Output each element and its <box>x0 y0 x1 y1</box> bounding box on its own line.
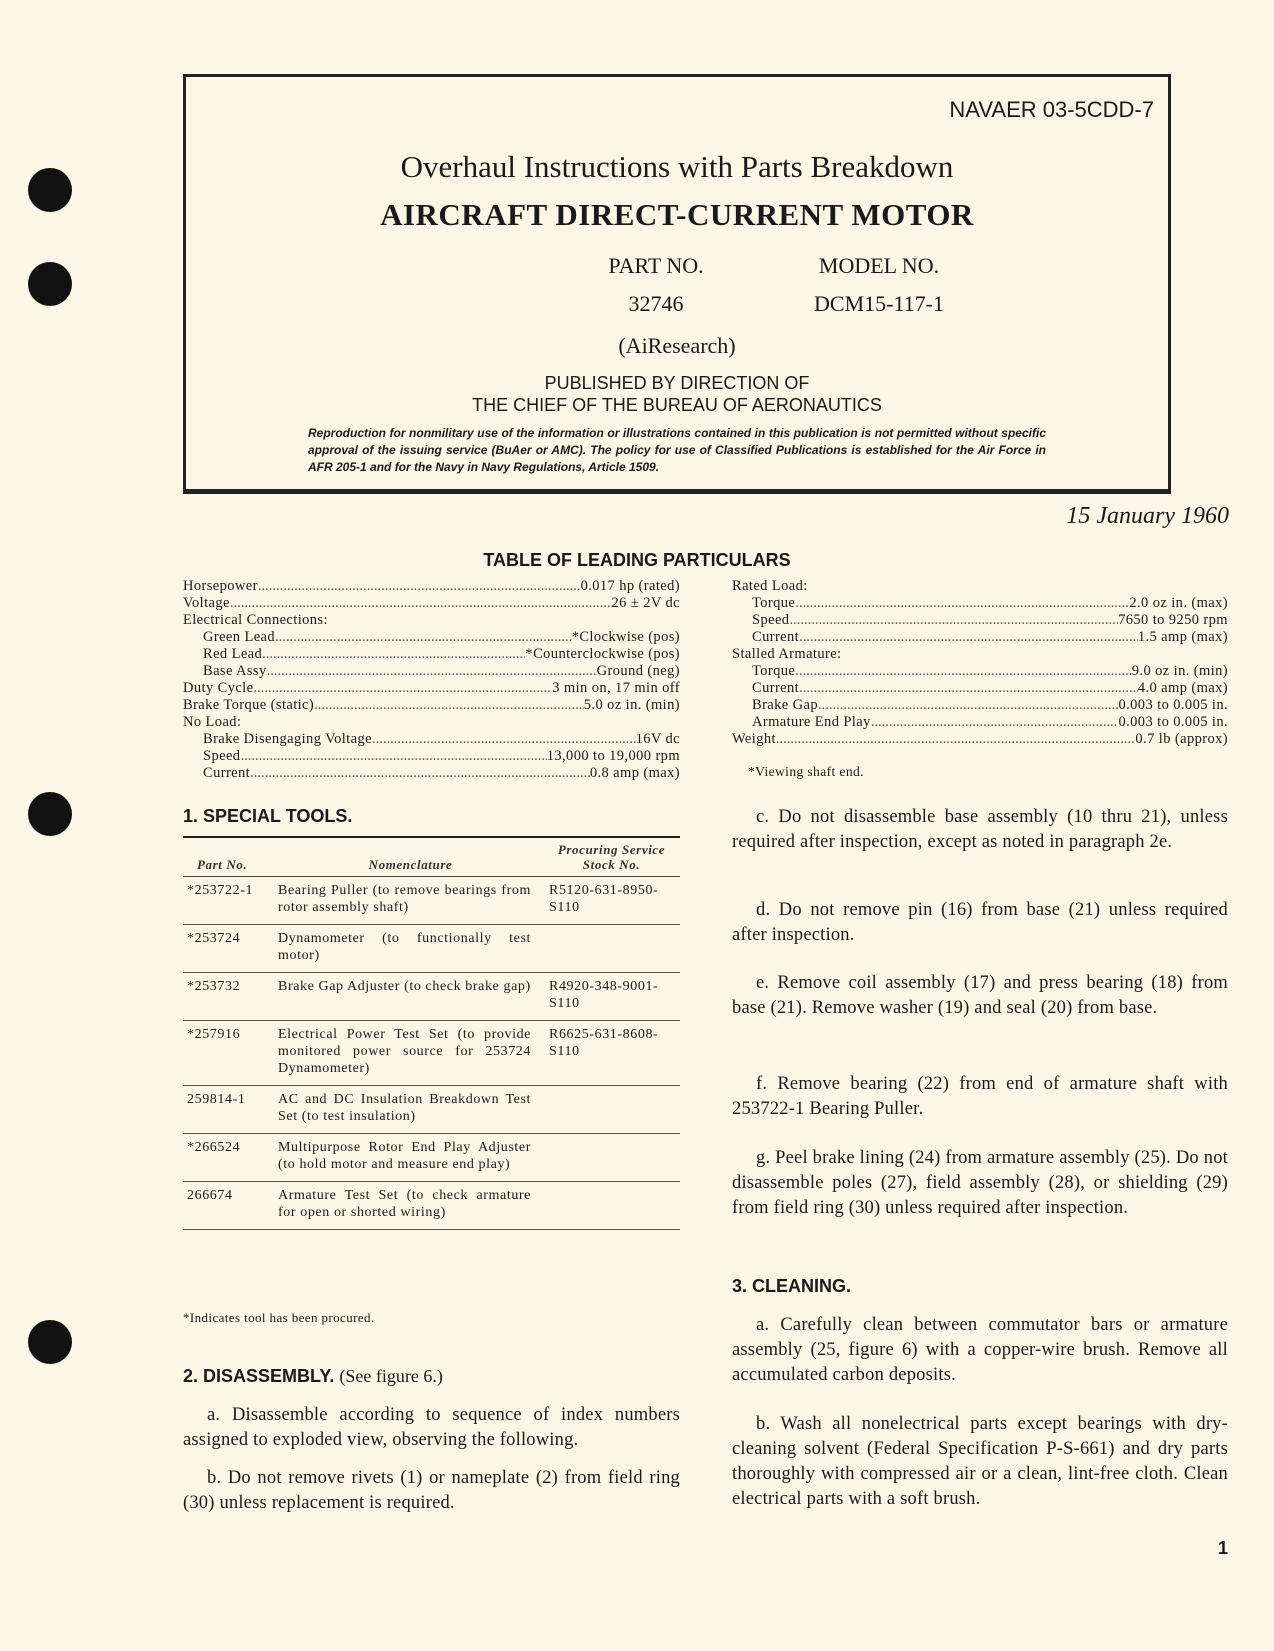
particular-row <box>732 663 1228 680</box>
leader-dots <box>314 697 584 714</box>
particular-label: Voltage <box>183 595 230 611</box>
title-block <box>183 74 1171 494</box>
disassembly-heading: 2. DISASSEMBLY. (See figure 6.) <box>183 1366 443 1386</box>
particular-label: Red Lead <box>203 646 263 662</box>
tool-nomenclature: AC and DC Insulation Breakdown Test Set (to test insulation) <box>278 1086 543 1134</box>
reproduction-notice: Reproduction for nonmilitary use of the information or illustrations contained in this publication is not permitted without specific approval of the issuing service (BuAer or AMC). The policy for use of Classified Publications is established for the Air Force in AFR 205-1 and for the Navy in Navy Regulations, Article 1509. <box>308 426 1046 474</box>
leader-dots <box>253 680 552 697</box>
particular-label: Speed <box>752 612 790 628</box>
particular-row <box>732 731 1228 748</box>
particular-label: Current <box>203 765 251 781</box>
binder-hole <box>28 168 72 212</box>
leader-dots <box>258 578 581 595</box>
particular-label: Brake Torque (static) <box>183 697 315 713</box>
model-number: DCM15-117-1 <box>814 291 944 316</box>
leader-dots <box>267 663 597 680</box>
part-label: PART NO. <box>608 253 704 278</box>
tool-stock-no <box>543 1086 680 1134</box>
particular-value: 5.0 oz in. (min) <box>583 697 680 713</box>
particular-row <box>183 612 680 629</box>
binder-hole <box>28 262 72 306</box>
tool-part-no: 259814-1 <box>183 1086 278 1134</box>
particular-row <box>732 680 1228 697</box>
doc-subtitle: AIRCRAFT DIRECT-CURRENT MOTOR <box>380 197 974 232</box>
particular-value: 1.5 amp (max) <box>1137 629 1228 645</box>
particular-row <box>183 765 680 782</box>
tool-stock-no <box>543 1182 680 1230</box>
particular-value: 16V dc <box>635 731 680 747</box>
particular-label: No Load: <box>183 714 242 730</box>
particular-label: Rated Load: <box>732 578 808 594</box>
tool-nomenclature: Bearing Puller (to remove bearings from rotor assembly shaft) <box>278 877 543 925</box>
model-label: MODEL NO. <box>818 253 940 278</box>
col-stock-no: Procuring Service Stock No. <box>543 838 680 877</box>
leader-dots <box>818 697 1118 714</box>
published-line-1: PUBLISHED BY DIRECTION OF <box>544 373 810 393</box>
particular-value: 0.003 to 0.005 in. <box>1118 714 1228 730</box>
particular-row <box>732 629 1228 646</box>
particular-row <box>183 663 680 680</box>
particular-row <box>183 748 680 765</box>
tool-stock-no: R4920-348-9001-S110 <box>543 973 680 1021</box>
particular-value: 4.0 amp (max) <box>1137 680 1228 696</box>
tool-stock-no: R6625-631-8608-S110 <box>543 1021 680 1086</box>
particular-label: Stalled Armature: <box>732 646 842 662</box>
particular-value: Ground (neg) <box>596 663 680 679</box>
particular-row <box>183 697 680 714</box>
particular-label: Green Lead <box>203 629 276 645</box>
particular-value: 0.8 amp (max) <box>589 765 680 781</box>
part-number: 32746 <box>628 291 684 316</box>
particular-value: 0.017 hp (rated) <box>580 578 680 594</box>
page-number: 1 <box>1217 1538 1228 1558</box>
tools-footnote: *Indicates tool has been procured. <box>183 1310 375 1325</box>
special-tools-heading: 1. SPECIAL TOOLS. <box>183 806 353 826</box>
particular-row <box>732 578 1228 595</box>
publication-date: 15 January 1960 <box>1066 503 1229 529</box>
leader-dots <box>799 680 1138 697</box>
tool-stock-no: R5120-631-8950-S110 <box>543 877 680 925</box>
particulars-footnote: *Viewing shaft end. <box>748 764 864 779</box>
particular-row <box>732 697 1228 714</box>
particular-row <box>183 646 680 663</box>
tool-stock-no <box>543 1134 680 1182</box>
particular-row <box>183 595 680 612</box>
binder-hole <box>28 1320 72 1364</box>
particular-row <box>732 646 1228 663</box>
table-row <box>183 1021 680 1086</box>
table-row <box>183 973 680 1021</box>
doc-number: NAVAER 03-5CDD-7 <box>949 97 1154 122</box>
special-tools-table <box>183 838 680 1230</box>
table-row <box>183 925 680 973</box>
disassembly-a: a. Disassemble according to sequence of index numbers assigned to exploded view, observing the following. <box>183 1405 680 1450</box>
particular-row <box>732 595 1228 612</box>
particular-label: Weight <box>732 731 776 747</box>
particular-value: 2.0 oz in. (max) <box>1129 595 1228 611</box>
particular-label: Electrical Connections: <box>183 612 328 628</box>
leader-dots <box>789 612 1118 629</box>
disassembly-f: f. Remove bearing (22) from end of armature shaft with 253722-1 Bearing Puller. <box>732 1074 1228 1119</box>
particular-value: 26 ± 2V dc <box>611 595 680 611</box>
tool-stock-no <box>543 925 680 973</box>
particular-value: 3 min on, 17 min off <box>552 680 680 696</box>
particular-row <box>183 578 680 595</box>
particular-label: Current <box>752 629 800 645</box>
binder-hole <box>28 792 72 836</box>
particular-label: Horsepower <box>183 578 258 594</box>
particular-value: 0.7 lb (approx) <box>1135 731 1228 747</box>
leader-dots <box>795 595 1129 612</box>
disassembly-b: b. Do not remove rivets (1) or nameplate (2) from field ring (30) unless replacement is required. <box>183 1468 680 1513</box>
particulars-left <box>183 578 680 782</box>
leader-dots <box>230 595 612 612</box>
disassembly-g: g. Peel brake lining (24) from armature assembly (25). Do not disassemble poles (27), field assembly (28), or shielding (29) from field ring (30) unless required after inspection. <box>732 1148 1228 1218</box>
particulars-right <box>732 578 1228 748</box>
leader-dots <box>799 629 1138 646</box>
leader-dots <box>871 714 1119 731</box>
tool-part-no: 266674 <box>183 1182 278 1230</box>
tool-part-no: *257916 <box>183 1021 278 1086</box>
particular-label: Brake Gap <box>752 697 819 713</box>
particulars-title: TABLE OF LEADING PARTICULARS <box>483 550 791 570</box>
disassembly-e: e. Remove coil assembly (17) and press bearing (18) from base (21). Remove washer (19) and seal (20) from base. <box>732 973 1228 1018</box>
cleaning-heading: 3. CLEANING. <box>732 1276 852 1296</box>
particular-label: Torque <box>752 595 796 611</box>
particular-label: Torque <box>752 663 796 679</box>
particular-value: 0.003 to 0.005 in. <box>1118 697 1228 713</box>
table-row <box>183 1086 680 1134</box>
manufacturer: (AiResearch) <box>618 333 736 358</box>
leader-dots <box>250 765 590 782</box>
tool-nomenclature: Electrical Power Test Set (to provide monitored power source for 253724 Dynamometer) <box>278 1021 543 1086</box>
leader-dots <box>240 748 546 765</box>
disassembly-c: c. Do not disassemble base assembly (10 thru 21), unless required after inspection, except as noted in paragraph 2e. <box>732 807 1228 852</box>
particular-value: 7650 to 9250 rpm <box>1118 612 1228 628</box>
particular-row <box>183 629 680 646</box>
leader-dots <box>262 646 525 663</box>
leader-dots <box>372 731 636 748</box>
tool-nomenclature: Brake Gap Adjuster (to check brake gap) <box>278 973 543 1021</box>
leader-dots <box>776 731 1136 748</box>
particular-value: 13,000 to 19,000 rpm <box>546 748 680 764</box>
leader-dots <box>275 629 572 646</box>
particular-row <box>183 680 680 697</box>
leader-dots <box>795 663 1132 680</box>
tool-part-no: *253724 <box>183 925 278 973</box>
table-row <box>183 1134 680 1182</box>
cleaning-a: a. Carefully clean between commutator bars or armature assembly (25, figure 6) with a copper-wire brush. Remove all accumulated carbon deposits. <box>732 1315 1228 1385</box>
tool-part-no: *253722-1 <box>183 877 278 925</box>
particular-label: Current <box>752 680 800 696</box>
table-row <box>183 1182 680 1230</box>
doc-title: Overhaul Instructions with Parts Breakdown <box>400 149 954 184</box>
col-nomenclature: Nomenclature <box>278 838 543 877</box>
tool-part-no: *266524 <box>183 1134 278 1182</box>
particular-label: Duty Cycle <box>183 680 254 696</box>
particular-row <box>732 714 1228 731</box>
particular-value: *Clockwise (pos) <box>571 629 680 645</box>
table-row <box>183 877 680 925</box>
particular-label: Armature End Play <box>752 714 871 730</box>
particular-row <box>732 612 1228 629</box>
tool-nomenclature: Armature Test Set (to check armature for open or shorted wiring) <box>278 1182 543 1230</box>
particular-value: 9.0 oz in. (min) <box>1131 663 1228 679</box>
particular-row <box>183 714 680 731</box>
particular-row <box>183 731 680 748</box>
tool-nomenclature: Dynamometer (to functionally test motor) <box>278 925 543 973</box>
tool-part-no: *253732 <box>183 973 278 1021</box>
particular-value: *Counterclockwise (pos) <box>525 646 680 662</box>
particular-label: Speed <box>203 748 241 764</box>
tool-nomenclature: Multipurpose Rotor End Play Adjuster (to hold motor and measure end play) <box>278 1134 543 1182</box>
disassembly-d: d. Do not remove pin (16) from base (21) unless required after inspection. <box>732 900 1228 945</box>
col-part-no: Part No. <box>183 838 278 877</box>
published-line-2: THE CHIEF OF THE BUREAU OF AERONAUTICS <box>472 395 882 415</box>
particular-label: Brake Disengaging Voltage <box>203 731 372 747</box>
cleaning-b: b. Wash all nonelectrical parts except bearings with dry-cleaning solvent (Federal Specification P-S-661) and dry parts thoroughly with compressed air or a clean, lint-free cloth. Clean electrical parts with a soft brush. <box>732 1414 1228 1509</box>
particular-label: Base Assy <box>203 663 267 679</box>
